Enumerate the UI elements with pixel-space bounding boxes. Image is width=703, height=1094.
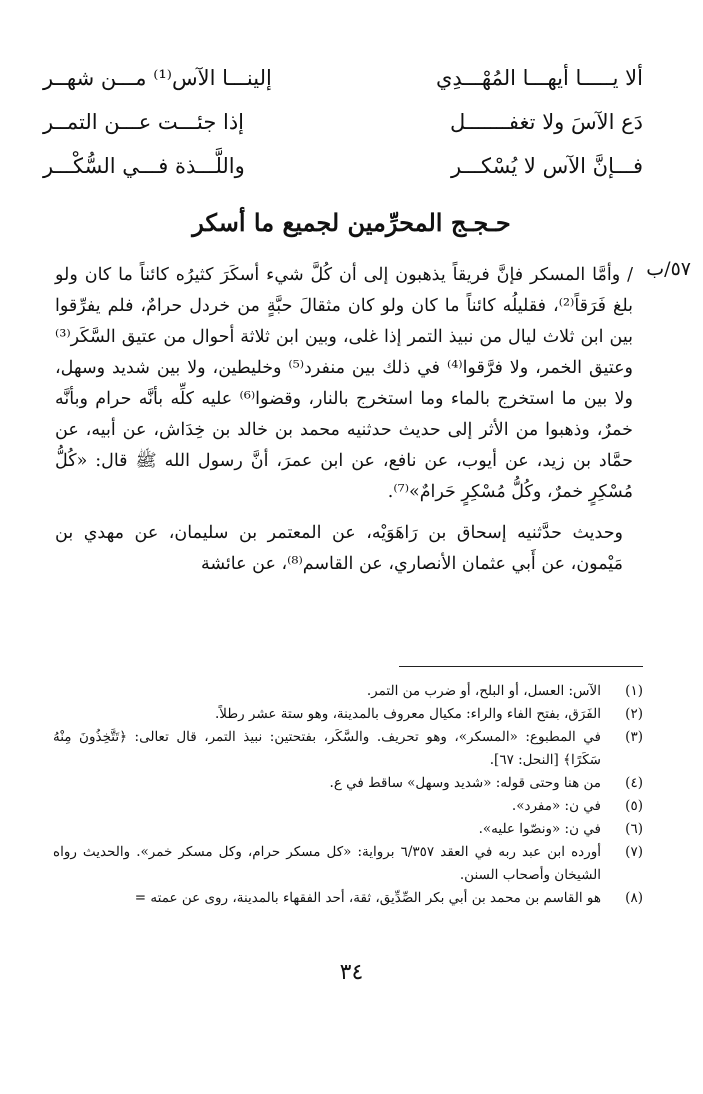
section-heading: حـجـج المحرِّمين لجميع ما أسكر [192, 208, 511, 237]
footnote-number: (٤) [625, 775, 643, 791]
footnote-text: من هنا وحتى قوله: «شديد وسهل» ساقط في ع. [329, 775, 601, 791]
footnote [53, 726, 643, 772]
poem-verse [43, 100, 643, 144]
footnote [53, 841, 643, 887]
footnote [53, 795, 643, 818]
verse-second-hemistich: واللَّـــذة فـــي السُّكْـــر [43, 154, 245, 178]
footnote-text: الآس: العسل، أو البلح، أو ضرب من التمر. [366, 683, 601, 699]
footnote [53, 703, 643, 726]
footnote-text: أورده ابن عبد ربه في العقد ٦/٣٥٧ برواية: «كل مسكر حرام، وكل مسكر خمر». والحديث رواه الشيخان وأصحاب السنن. [53, 844, 601, 883]
manuscript-folio-note: ٥٧/ب [646, 258, 691, 280]
footnote-number: (٥) [625, 798, 643, 814]
verse-first-hemistich: ألا يـــــا أيهـــا المُهْـــدِي [435, 66, 643, 90]
paragraph: وحديث حدَّثنيه إسحاق بن رَاهَوَيْه، عن المعتمر بن سليمان، عن مهدي بن مَيْمون، عن أَبي عثمان الأنصاري، عن القاسم⁽⁸⁾، عن عائشة [55, 523, 623, 574]
page-number: ٣٤ [339, 960, 364, 985]
footnote-number: (٦) [625, 821, 643, 837]
poem-verse [43, 56, 643, 100]
footnote [53, 772, 643, 795]
footnotes [53, 680, 643, 910]
verse-first-hemistich: فـــإنَّ الآس لا يُسْكـــر [451, 154, 643, 178]
footnote [53, 680, 643, 703]
poem [43, 56, 643, 188]
footnote-text: الفَرَق، بفتح الفاء والراء: مكيال معروف بالمدينة، وهو ستة عشر رطلاً. [215, 706, 601, 722]
poem-verse [43, 144, 643, 188]
footnote-number: (٨) [625, 890, 643, 906]
footnote-text: في المطبوع: «المسكر»، وهو تحريف. والسَّكَر، بفتحتين: نبيذ التمر، قال تعالى: ﴿تَتَّخِذُونَ مِنْهُ سَكَرًا﴾ [النحل: ٦٧]. [53, 729, 601, 768]
footnote-number: (٣) [625, 729, 643, 745]
footnote-number: (٧) [625, 844, 643, 860]
footnote-divider [399, 666, 643, 667]
verse-second-hemistich: إذا جئـــت عـــن التمــر [43, 110, 245, 134]
footnote-text: في ن: «مفرد». [511, 798, 601, 814]
footnote-number: (١) [625, 683, 643, 699]
footnote-text: في ن: «ونصّوا عليه». [478, 821, 601, 837]
footnote-text: هو القاسم بن محمد بن أبي بكر الصِّدِّيق، ثقة، أحد الفقهاء بالمدينة، روى عن عمته = [134, 890, 601, 906]
main-text [55, 260, 633, 580]
verse-first-hemistich: دَع الآسَ ولا تغفـــــــل [449, 110, 643, 134]
footnote [53, 887, 643, 910]
footnote [53, 818, 643, 841]
footnote-number: (٢) [625, 706, 643, 722]
paragraph: / وأمَّا المسكر فإنَّ فريقاً يذهبون إلى أن كُلَّ شيء أسكَرَ كثيرُه كائناً ما كان ولو بلغ فَرَقاً⁽²⁾، فقليلُه كائناً ما كان ولو كان مثقالَ حبَّةٍ من خردل حرامٌ، فلم يفرِّقوا بين ابن ثلاث ليال من نبيذ التمر إذا غلى، وبين ابن ثلاثة أحوال من عتيق السَّكَر⁽³⁾ وعتيق الخمر، ولا فرَّقوا⁽⁴⁾ في ذلك بين منفرد⁽⁵⁾ وخليطين، ولا بين شديد وسهل، ولا بين ما استخرج بالماء وما استخرج بالنار، وقضوا⁽⁶⁾ عليه كلِّه بأنَّه حرام وبأنَّه خمرٌ، وذهبوا من الأثر إلى حديث حدثنيه محمد بن خالد بن خِدَاش، عن أبيه، عن حمَّاد بن زيد، عن أيوب، عن نافع، عن ابن عمرَ، أنَّ رسول الله ﷺ قال: «كُلُّ مُسْكِرٍ خمرٌ، وكُلُّ مُسْكِرٍ حَرامٌ»⁽⁷⁾. [55, 265, 634, 502]
verse-second-hemistich: إلينـــا الآس⁽¹⁾ مـــن شهــر [43, 66, 272, 90]
